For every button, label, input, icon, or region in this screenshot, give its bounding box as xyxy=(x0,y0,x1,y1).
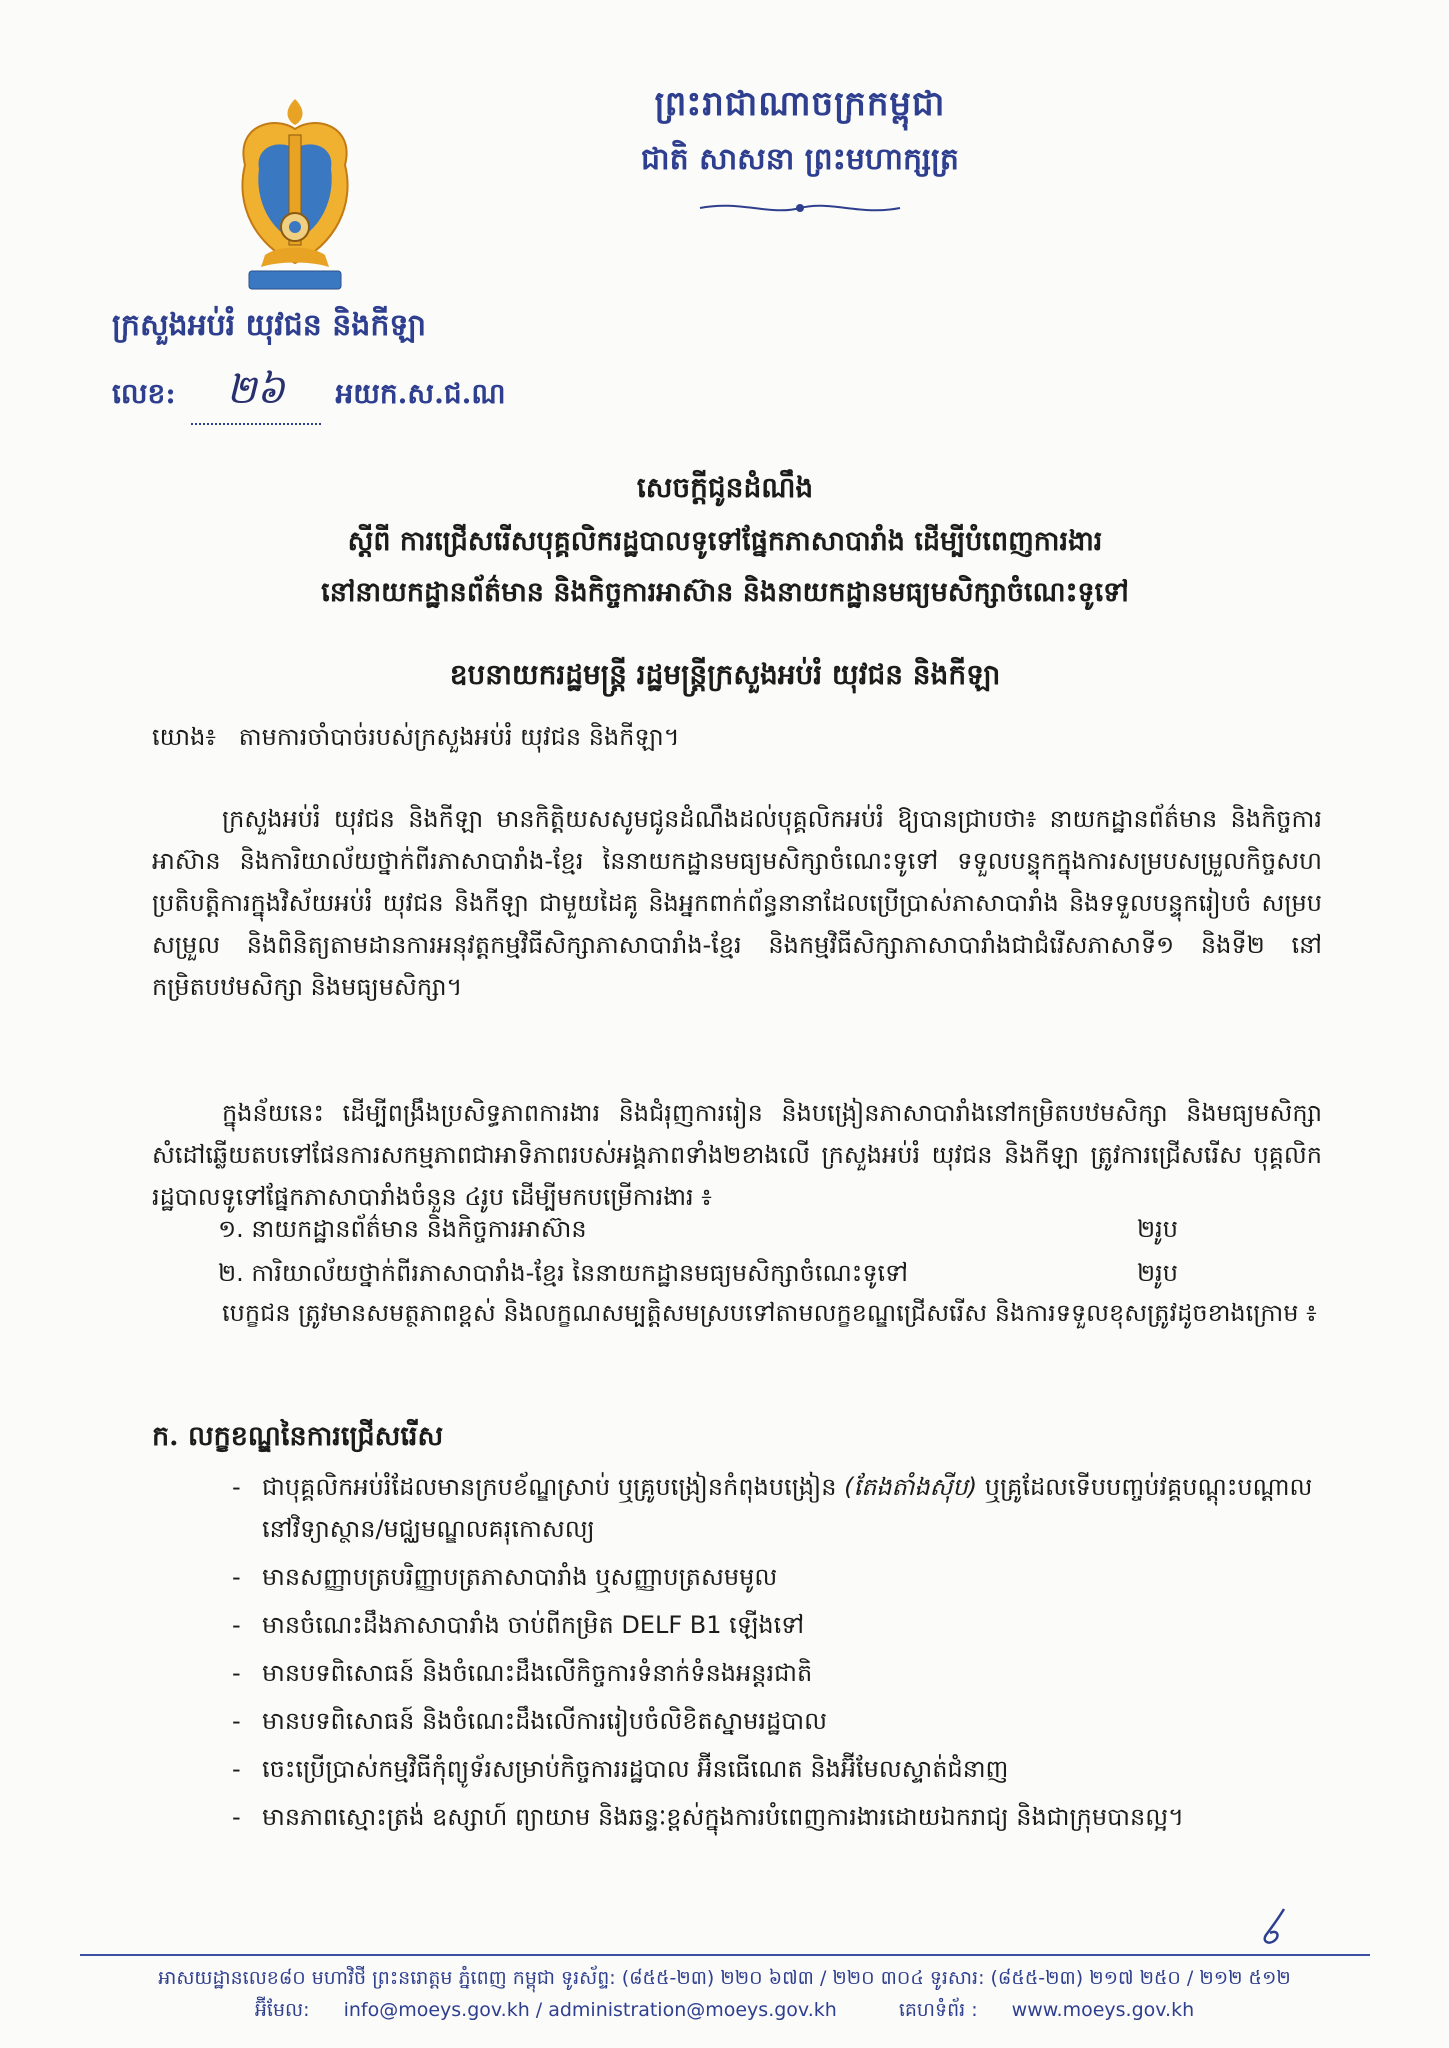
footer-contacts xyxy=(0,1998,1449,2026)
ornament-divider-icon xyxy=(690,196,910,220)
initials-signature-icon xyxy=(1254,1905,1294,1949)
paragraph-3: បេក្ខជន ត្រូវមានសមត្ថភាពខ្ពស់ និងលក្ខណសម្បត្តិសមស្របទៅតាមលក្ខខណ្ឌជ្រើសរើស និងការទទួលខុសត្រូវដូចខាងក្រោម ៖ xyxy=(222,1299,1317,1327)
criteria-2-text: មានសញ្ញាបត្របរិញ្ញាបត្រភាសាបារាំង ឬសញ្ញាបត្រសមមូល xyxy=(262,1563,778,1591)
paragraph-1: ក្រសួងអប់រំ យុវជន និងកីឡា មានកិត្តិយសសូមជូនដំណឹងដល់បុគ្គលិកអប់រំ ឱ្យបានជ្រាបថា៖ នាយកដ្ឋានព័ត៌មាន និងកិច្ចការអាស៊ាន និងការិយាល័យថ្នាក់ពីរភាសាបារាំង-ខ្មែរ នៃនាយកដ្ឋានមធ្យមសិក្សាចំណេះទូទៅ ទទួលបន្ទុកក្នុងការសម្របសម្រួលកិច្ចសហប្រតិបត្តិការក្នុងវិស័យអប់រំ យុវជន និងកីឡា ជាមួយដៃគូ និងអ្នកពាក់ព័ន្ធនានាដែលប្រើប្រាស់ភាសាបារាំង និងទទួលបន្ទុករៀបចំ សម្របសម្រួល និងពិនិត្យតាមដានការអនុវត្តកម្មវិធីសិក្សាភាសាបារាំង-ខ្មែរ និងកម្មវិធីសិក្សាភាសាបារាំងជាជំរើសភាសាទី១ និងទី២ នៅកម្រិតបឋមសិក្សា និងមធ្យមសិក្សា។ xyxy=(152,805,1322,1001)
issuer-title: ឧបនាយករដ្ឋមន្ត្រី រដ្ឋមន្ត្រីក្រសួងអប់រំ យុវជន និងកីឡា xyxy=(449,658,1001,691)
vacancy-unit: ១. នាយកដ្ឋានព័ត៌មាន និងកិច្ចការអាស៊ាន xyxy=(218,1215,587,1243)
ref-label: លេខ: xyxy=(112,377,176,410)
vacancy-list xyxy=(218,1207,1178,1295)
list-item: - មានបទពិសោធន៍ និងចំណេះដឹងលើកិច្ចការទំនាក់ទំនងអន្តរជាតិ xyxy=(232,1659,813,1687)
email-label: អ៊ីមែល: xyxy=(254,1999,310,2021)
section-heading-criteria: ក. លក្ខខណ្ឌនៃការជ្រើសរើស xyxy=(152,1421,444,1452)
email-link[interactable]: info@moeys.gov.kh / administration@moeys.gov.kh xyxy=(343,1999,837,2021)
criteria-4-text: មានបទពិសោធន៍ និងចំណេះដឹងលើកិច្ចការទំនាក់ទំនងអន្តរជាតិ xyxy=(262,1659,813,1687)
vacancy-count: ២រូប xyxy=(1136,1215,1178,1243)
list-item: - ជាបុគ្គលិកអប់រំដែលមានក្របខ័ណ្ឌស្រាប់ ឬគ្រូបង្រៀនកំពុងបង្រៀន (តែងតាំងស៊ីប) ឬគ្រូដែលទើបបញ្ចប់វគ្គបណ្តុះបណ្តាលនៅវិទ្យាស្ថាន/មជ្ឈមណ្ឌលគរុកោសល្យ xyxy=(232,1473,1313,1543)
vacancy-unit: ២. ការិយាល័យថ្នាក់ពីរភាសាបារាំង-ខ្មែរ នៃនាយកដ្ឋានមធ្យមសិក្សាចំណេះទូទៅ xyxy=(218,1259,909,1287)
considering-label: យោង៖ xyxy=(152,723,216,751)
list-item: - មានចំណេះដឹងភាសាបារាំង ចាប់ពីកម្រិត DELF B1 ឡើងទៅ xyxy=(232,1611,805,1639)
criteria-1-text: ជាបុគ្គលិកអប់រំដែលមានក្របខ័ណ្ឌស្រាប់ ឬគ្រូបង្រៀនកំពុងបង្រៀន xyxy=(262,1473,845,1501)
footer-divider xyxy=(80,1954,1370,1956)
notice-title: សេចក្តីជូនដំណឹង xyxy=(636,471,814,504)
criteria-5-text: មានបទពិសោធន៍ និងចំណេះដឹងលើការរៀបចំលិខិតស្នាមរដ្ឋបាល xyxy=(262,1707,827,1735)
website-label: គេហទំព័រ : xyxy=(898,1999,978,2021)
criteria-1-text-end: ឬគ្រូដែលទើបបញ្ចប់វគ្គបណ្តុះបណ្តាលនៅវិទ្យាស្ថាន/មជ្ឈមណ្ឌលគរុកោសល្យ xyxy=(262,1473,1313,1543)
list-item: - មានសញ្ញាបត្របរិញ្ញាបត្រភាសាបារាំង ឬសញ្ញាបត្រសមមូល xyxy=(232,1563,778,1591)
criteria-6-text: ចេះប្រើប្រាស់កម្មវិធីកុំព្យូទ័រសម្រាប់កិច្ចការរដ្ឋបាល អ៊ីនធើណេត និងអ៊ីមែលស្ទាត់ជំនាញ xyxy=(262,1755,1009,1783)
list-item xyxy=(218,1207,1178,1251)
list-item: - ចេះប្រើប្រាស់កម្មវិធីកុំព្យូទ័រសម្រាប់កិច្ចការរដ្ឋបាល អ៊ីនធើណេត និងអ៊ីមែលស្ទាត់ជំនាញ xyxy=(232,1755,1009,1783)
ministry-emblem-logo xyxy=(225,95,365,295)
paragraph-2: ក្នុងន័យនេះ ដើម្បីពង្រឹងប្រសិទ្ធភាពការងារ និងជំរុញការរៀន និងបង្រៀនភាសាបារាំងនៅកម្រិតបឋមសិក្សា និងមធ្យមសិក្សា សំដៅឆ្លើយតបទៅផែនការសកម្មភាពជាអាទិភាពរបស់អង្គភាពទាំង២ខាងលើ ក្រសួងអប់រំ យុវជន និងកីឡា ត្រូវការជ្រើសរើស បុគ្គលិករដ្ឋបាលទូទៅផ្នែកភាសាបារាំងចំនួន ៤រូប ដើម្បីមកបម្រើការងារ ៖ xyxy=(152,1099,1322,1211)
national-motto: ជាតិ សាសនា ព្រះមហាក្សត្រ xyxy=(641,142,959,177)
notice-titles xyxy=(80,470,1370,698)
ref-number: ២៦ xyxy=(191,364,321,425)
ref-suffix: អយក.ស.ជ.ណ xyxy=(335,377,506,410)
list-item xyxy=(218,1251,1178,1295)
reference-line xyxy=(112,364,506,425)
criteria-list xyxy=(232,1466,1322,1844)
criteria-1-italic: (តែងតាំងស៊ីប) xyxy=(844,1473,978,1501)
criteria-7-text: មានភាពស្មោះត្រង់ ឧស្សាហ៍ ព្យាយាម និងឆន្ទៈខ្ពស់ក្នុងការបំពេញការងារដោយឯករាជ្យ និងជាក្រុមបានល្អ។ xyxy=(262,1803,1184,1831)
footer-address: អាសយដ្ឋានលេខ៨០ មហាវិថី ព្រះនរោត្តម ភ្នំពេញ កម្ពុជា ទូរស័ព្ទ: (៨៥៥-២៣) ២២០ ៦៧៣ / ២២០ ៣០៤ ទូរសារ: (៨៥៥-២៣) ២១៧ ២៥០ / ២១២ ៥១២ xyxy=(158,1967,1291,1989)
vacancy-count: ២រូប xyxy=(1136,1259,1178,1287)
notice-subject-line1: ស្តីពី ការជ្រើសរើសបុគ្គលិករដ្ឋបាលទូទៅផ្នែកភាសាបារាំង ដើម្បីបំពេញការងារ xyxy=(347,526,1103,557)
list-item: - មានបទពិសោធន៍ និងចំណេះដឹងលើការរៀបចំលិខិតស្នាមរដ្ឋបាល xyxy=(232,1707,827,1735)
ministry-name: ក្រសួងអប់រំ យុវជន និងកីឡា xyxy=(112,308,427,343)
notice-subject-line2: នៅនាយកដ្ឋានព័ត៌មាន និងកិច្ចការអាស៊ាន និងនាយកដ្ឋានមធ្យមសិក្សាចំណេះទូទៅ xyxy=(321,577,1129,608)
website-link[interactable]: www.moeys.gov.kh xyxy=(1011,1999,1195,2021)
kingdom-title: ព្រះរាជាណាចក្រកម្ពុជា xyxy=(654,84,946,124)
criteria-3-text: មានចំណេះដឹងភាសាបារាំង ចាប់ពីកម្រិត DELF B1 ឡើងទៅ xyxy=(262,1611,805,1639)
considering-line xyxy=(152,716,680,758)
considering-text: តាមការចាំបាច់របស់ក្រសួងអប់រំ យុវជន និងកីឡា។ xyxy=(238,723,680,751)
list-item: - មានភាពស្មោះត្រង់ ឧស្សាហ៍ ព្យាយាម និងឆន្ទៈខ្ពស់ក្នុងការបំពេញការងារដោយឯករាជ្យ និងជាក្រុមបានល្អ។ xyxy=(232,1803,1184,1831)
